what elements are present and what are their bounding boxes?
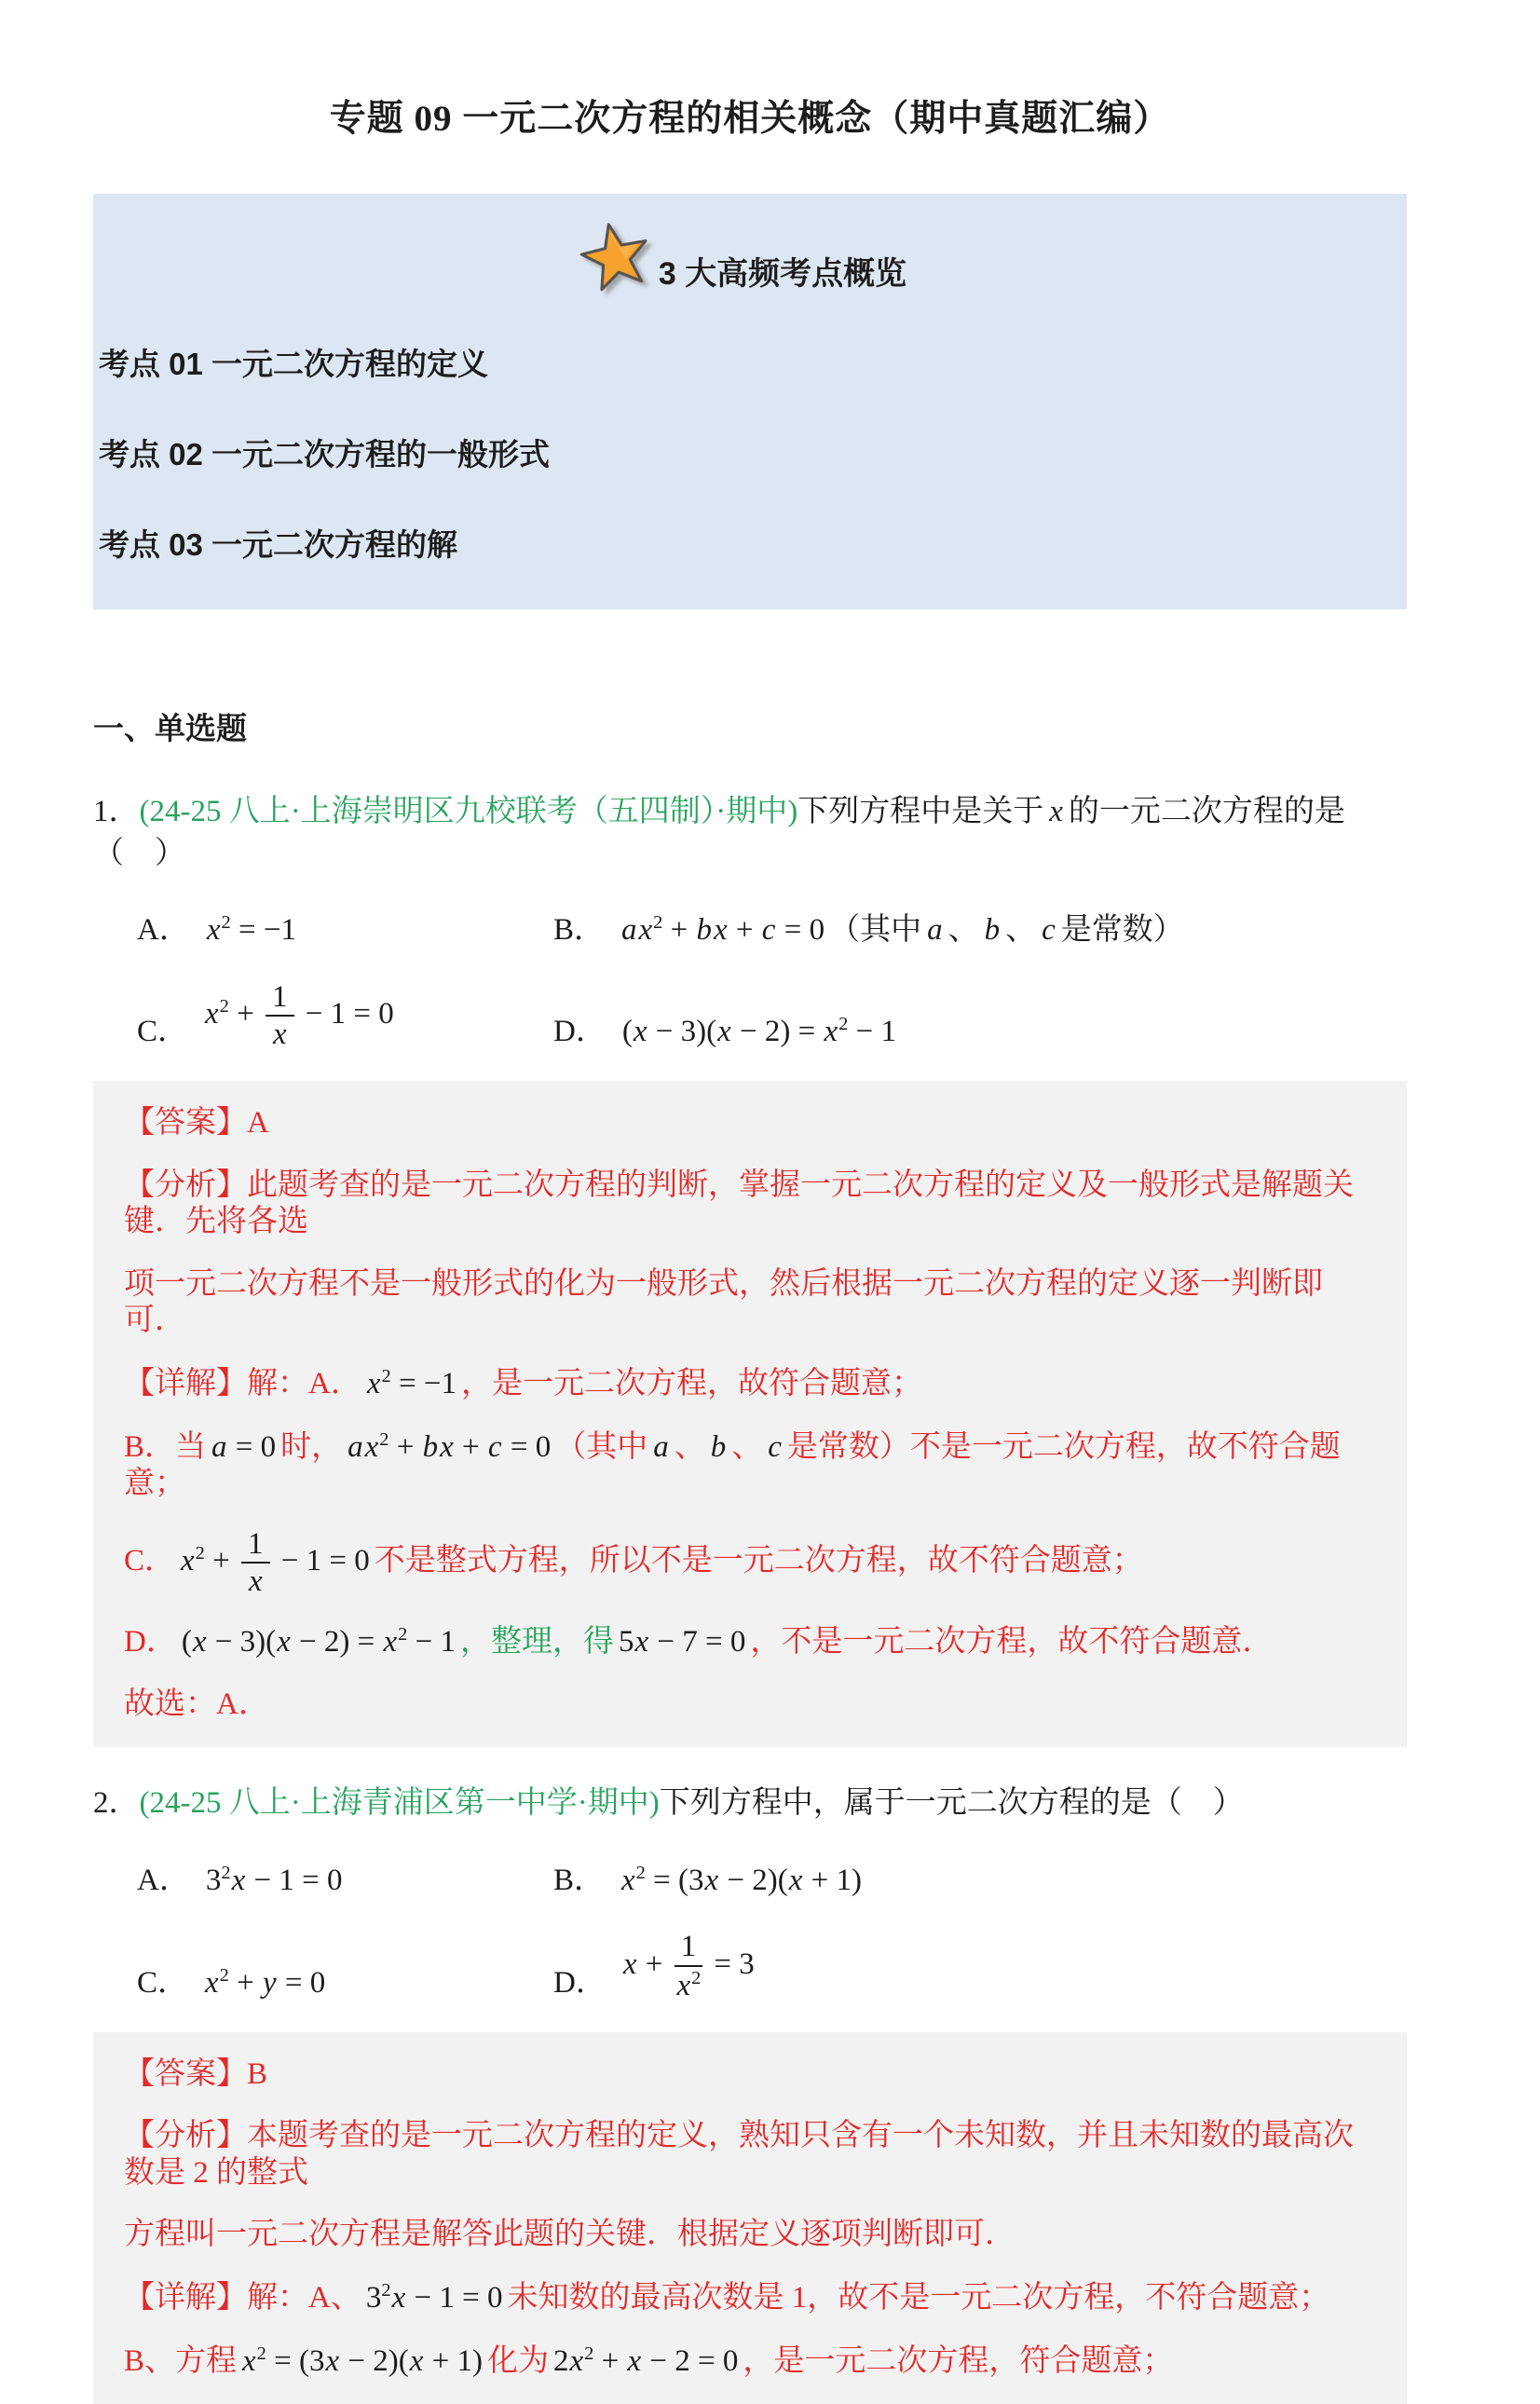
text-segment: D．	[124, 1625, 177, 1659]
text-segment: 是常数）	[1060, 913, 1184, 948]
math-formula: $x^2$ + $\frac{1}{x}$ − 1 = 0	[181, 1526, 370, 1599]
text-segment: 、	[947, 913, 979, 948]
math-formula: $x^2$ + $\frac{1}{x}$ − 1 = 0	[205, 979, 394, 1052]
math-formula: $ax^2$ + bx + c = 0	[621, 912, 825, 948]
text-segment: ，不是一元二次方程，故不符合题意．	[750, 1625, 1274, 1659]
answer-line	[124, 1365, 1381, 1403]
option-label: D．	[553, 1015, 606, 1049]
question-stem	[93, 1783, 1407, 1824]
text-segment: 未知数的最高次数是 1，故不是一元二次方程，不符合题意；	[507, 2280, 1330, 2315]
math-formula: $3^2x - 1 = 0$	[205, 1862, 343, 1897]
option-label: B．	[553, 1863, 606, 1897]
text-segment: 方程叫一元二次方程是解答此题的关键．根据定义逐项判断即可．	[124, 2218, 1015, 2252]
text-segment: ，整理，得	[459, 1625, 614, 1659]
answer-line	[124, 1105, 1381, 1142]
text-segment: 的一元二次方程的是（ ）	[93, 795, 1345, 870]
overview-item-3: 考点 03 一元二次方程的解	[99, 527, 458, 562]
math-formula: $x^2 = -1$	[366, 1365, 457, 1400]
answer-line	[124, 1623, 1381, 1661]
text-segment: B．当	[124, 1429, 207, 1464]
questions-container	[93, 791, 1407, 2404]
answer-line	[124, 2217, 1381, 2254]
text-segment: 【答案】A	[124, 1105, 269, 1140]
overview-header	[99, 222, 1388, 294]
overview-item-1: 考点 01 一元二次方程的定义	[99, 347, 489, 381]
math-formula: c	[768, 1429, 782, 1464]
answer-line	[124, 2279, 1381, 2317]
math-formula: $ax^2$ + bx + c = 0	[348, 1428, 552, 1464]
answer-line	[124, 1168, 1381, 1241]
text-segment: ，是一元二次方程，符合题意；	[743, 2343, 1174, 2378]
text-segment: 【答案】B	[124, 2056, 268, 2091]
math-formula: $x^2 = (3x - 2)(x + 1)$	[242, 2343, 484, 2378]
answer-block	[93, 2032, 1407, 2404]
math-formula: x	[1049, 795, 1063, 828]
page-title: 专题 09 一元二次方程的相关概念（期中真题汇编）	[329, 99, 1171, 139]
text-segment: 【分析】本题考查的是一元二次方程的定义，熟知只含有一个未知数，并且未知数的最高次数是 2 的整式	[124, 2119, 1354, 2190]
math-formula: x + $\frac{1}{x^2}$ = 3	[622, 1930, 755, 2002]
text-segment: 化为	[487, 2343, 550, 2378]
math-formula: c	[1042, 913, 1056, 948]
option-label: B．	[553, 913, 606, 948]
math-formula: $3^2x - 1 = 0$	[365, 2279, 503, 2315]
option-label: A．	[137, 1863, 190, 1897]
math-formula: a	[927, 913, 943, 948]
text-segment: 【分析】此题考查的是一元二次方程的判断，掌握一元二次方程的定义及一般形式是解题关键．先将各选	[124, 1168, 1354, 1239]
overview-item-2: 考点 02 一元二次方程的一般形式	[99, 437, 551, 471]
option-formula	[199, 981, 399, 1051]
answer-line	[124, 2343, 1381, 2381]
option-A	[137, 1862, 553, 1900]
math-formula: 5x − 7 = 0	[618, 1625, 746, 1659]
answer-line	[124, 1428, 1381, 1503]
option-label: D．	[553, 1966, 606, 2001]
answer-line	[124, 1266, 1381, 1340]
option-formula	[201, 911, 301, 949]
overview-heading: 3 大高频考点概览	[658, 256, 907, 292]
option-label: C．	[137, 1015, 189, 1049]
question-block-2	[93, 1783, 1407, 2404]
question-source: (24-25 八上·上海崇明区九校联考（五四制）·期中)	[139, 795, 798, 828]
text-segment: 是常数）不是一元二次方程，故不符合题意；	[124, 1429, 1341, 1501]
option-B	[553, 911, 1407, 949]
math-formula: $(x - 3)(x - 2) = x^2 - 1$	[621, 1014, 896, 1049]
math-formula: $x^2 = (3x - 2)(x + 1)$	[621, 1862, 863, 1897]
fraction: $\frac{1}{x}$	[241, 1528, 270, 1598]
option-formula	[199, 1964, 330, 2002]
text-segment: 、	[731, 1429, 763, 1464]
question-source: (24-25 八上·上海青浦区第一中学·期中)	[139, 1786, 660, 1821]
math-formula: $x^2 + y = 0$	[205, 1965, 326, 2001]
text-segment: ，是一元二次方程，故符合题意；	[460, 1366, 922, 1400]
text-segment: C．	[124, 1543, 176, 1578]
options-grid	[93, 1862, 1407, 2002]
text-segment: （其中	[829, 913, 922, 948]
answer-line	[124, 1687, 1381, 1724]
text-segment: 不是整式方程，所以不是一元二次方程，故不符合题意；	[374, 1543, 1143, 1578]
options-grid	[93, 911, 1407, 1051]
fraction: $\frac{1}{x^2}$	[675, 1931, 703, 2001]
question-number: 2．	[93, 1786, 140, 1821]
math-formula: b	[710, 1429, 727, 1464]
fraction: $\frac{1}{x}$	[266, 981, 294, 1051]
option-formula	[618, 1931, 759, 2001]
option-D	[553, 1931, 1407, 2001]
math-formula: a	[653, 1429, 669, 1464]
option-formula	[616, 1862, 866, 1900]
answer-line	[124, 2056, 1381, 2094]
option-formula	[616, 911, 1184, 949]
text-segment: 【详解】解：A、	[124, 2280, 361, 2315]
math-formula: b	[984, 913, 1001, 948]
question-stem	[93, 791, 1407, 874]
text-segment: 下列方程中是关于	[797, 795, 1044, 828]
star-icon	[580, 223, 651, 294]
answer-line	[124, 1528, 1381, 1598]
answer-line	[124, 2118, 1381, 2192]
text-segment: 项一元二次方程不是一般形式的化为一般形式，然后根据一元二次方程的定义逐一判断即可．	[124, 1266, 1323, 1338]
option-label: A．	[137, 913, 190, 948]
text-segment: B、方程	[124, 2343, 238, 2378]
option-formula	[201, 1862, 348, 1900]
answer-block	[93, 1081, 1407, 1747]
text-segment: 【详解】解：A．	[124, 1366, 361, 1400]
question-number: 1．	[93, 795, 140, 828]
math-formula: $(x - 3)(x - 2) = x^2 - 1$	[181, 1624, 456, 1659]
option-C	[137, 981, 553, 1051]
option-A	[137, 911, 553, 949]
math-formula: a = 0	[211, 1429, 277, 1464]
question-block-1	[93, 791, 1407, 1747]
option-formula	[618, 1013, 901, 1051]
section-heading: 一、单选题	[93, 711, 247, 745]
text-segment: （其中	[555, 1429, 648, 1464]
text-segment: 故选：A．	[124, 1687, 269, 1721]
math-formula: $2x^2 + x - 2 = 0$	[553, 2343, 739, 2378]
math-formula: $x^2 = -1$	[206, 912, 296, 948]
text-segment: 时，	[280, 1429, 343, 1464]
option-B	[553, 1862, 1407, 1900]
option-D	[553, 1013, 1407, 1051]
text-segment: 下列方程中，属于一元二次方程的是（ ）	[659, 1786, 1244, 1821]
overview-box	[93, 194, 1407, 609]
text-segment: 、	[1005, 913, 1037, 948]
text-segment: 、	[674, 1429, 705, 1464]
option-C	[137, 1964, 553, 2002]
option-label: C．	[137, 1966, 189, 2001]
